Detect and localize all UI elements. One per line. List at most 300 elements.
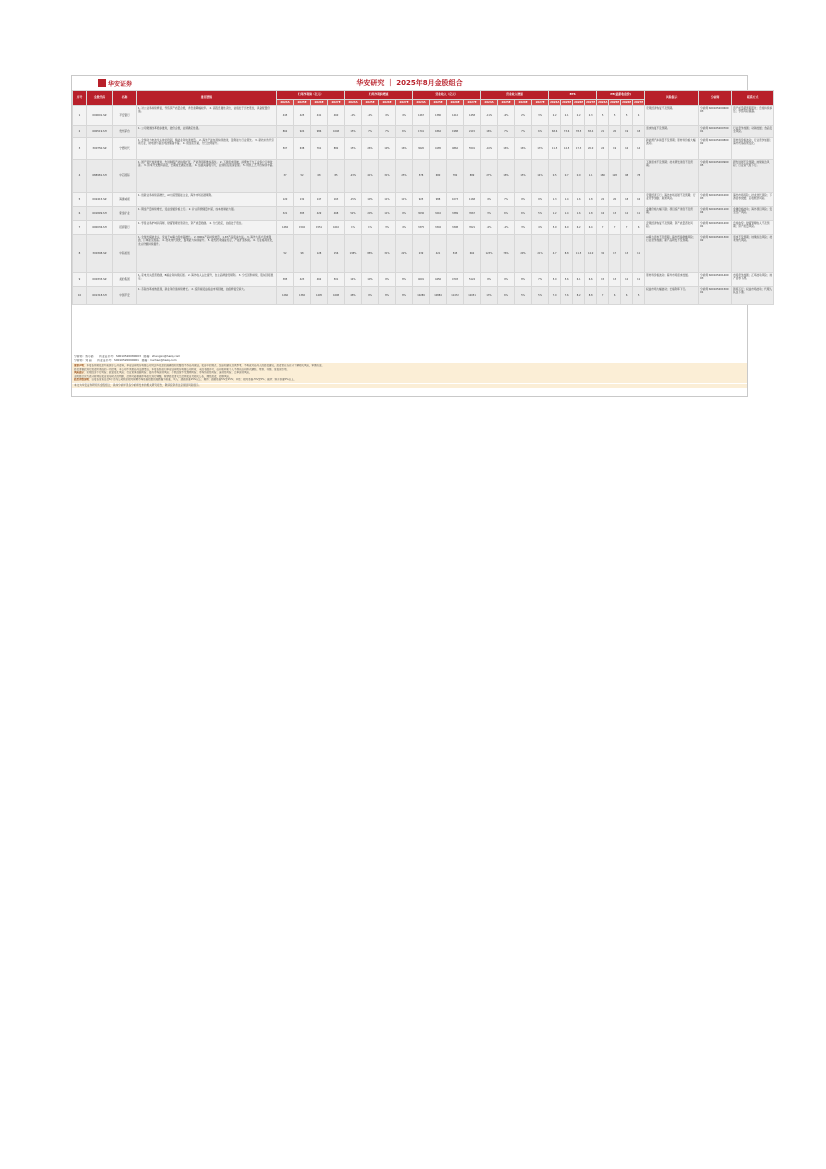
revg-cell: 2% xyxy=(515,106,532,126)
analyst-cell: 分析师 S0010520090005 xyxy=(699,160,732,193)
eps-cell: 17.3 xyxy=(573,138,585,160)
eps-cell: 7.6 xyxy=(561,287,573,305)
npg-cell: 6% xyxy=(396,126,413,138)
analyst-cell: 分析师 S0010520140003 xyxy=(699,273,732,287)
np-cell: 1495 xyxy=(311,287,328,305)
rev-cell: 662 xyxy=(464,235,481,273)
eps-cell: 2.2 xyxy=(573,106,585,126)
npg-cell: -4% xyxy=(362,106,379,126)
revg-cell: 5% xyxy=(532,287,549,305)
pe-cell: 5 xyxy=(597,106,609,126)
analyst-line-2: 分析师：刘 超 执业证书号：S0010520090001 邮箱：liuchao@hazq.com xyxy=(74,358,177,362)
row-index: 6 xyxy=(73,207,87,221)
analyst-cell: 分析师 S0010520080002 xyxy=(699,138,732,160)
npg-cell: 19% xyxy=(379,138,396,160)
npg-cell: 20% xyxy=(362,207,379,221)
year-header: 2027E xyxy=(634,100,644,104)
table-row xyxy=(73,193,774,207)
revg-cell: 13% xyxy=(532,138,549,160)
recommend-logic: 1. 国产替代加速推进，先进制程产能持续扩张，产能利用率维持高位。 2. 下游需求回暖，消费电子与工业客户订单改善。 3. 资本开支维持高位，长期成长确定性强。 4. 估值具备吸引力，业绩拐点逐步显现。 5. 特色工艺平台持续丰富。 xyxy=(137,160,277,193)
pe-cell: 5 xyxy=(609,106,621,126)
np-cell: 468 xyxy=(328,207,345,221)
npg-cell: 4% xyxy=(379,106,396,126)
eps-cell: 11.5 xyxy=(549,138,561,160)
row-index: 7 xyxy=(73,221,87,235)
np-cell: 882 xyxy=(328,138,345,160)
row-index: 3 xyxy=(73,138,87,160)
risk-cell: 宏观经济恢复不及预期。 xyxy=(645,106,699,126)
eps-cell: 7.0 xyxy=(549,287,561,305)
eps-cell: 78.5 xyxy=(573,126,585,138)
contact-cell: 研发进展不及预期；地缘政治风险；行业景气度下行。 xyxy=(732,160,774,193)
eps-cell: 5.6 xyxy=(561,273,573,287)
stock-name: 贵州茅台 xyxy=(113,126,137,138)
risk-label: 重要声明： xyxy=(74,364,87,368)
npg-cell: 11% xyxy=(396,193,413,207)
recommend-logic: 1. 公司渠道改革稳步推进，批价企稳，业绩确定性强。 xyxy=(137,126,277,138)
pe-cell: 18 xyxy=(621,193,633,207)
rev-cell: 782 xyxy=(447,160,464,193)
pe-cell: 13 xyxy=(621,235,633,273)
rev-cell: 4793 xyxy=(447,273,464,287)
revg-cell: 15% xyxy=(515,160,532,193)
rev-cell: 4185 xyxy=(430,138,447,160)
group-header-0: 序号 xyxy=(73,91,87,106)
revg-cell: 13% xyxy=(481,287,498,305)
risk-line xyxy=(74,378,745,382)
group-header-8: EPS xyxy=(549,91,597,100)
pe-cell: 6 xyxy=(609,287,621,305)
table-row xyxy=(73,273,774,287)
year-header: 2025E xyxy=(430,100,447,106)
pe-cell: 13 xyxy=(609,207,621,221)
group-header-2: 名称 xyxy=(113,91,137,106)
year-header: 2027E xyxy=(586,100,596,104)
analyst-line-1: 分析师：郑小霞 执业证书号：S0010520080003 邮箱：zhengxx@hazq.com xyxy=(74,355,181,358)
npg-cell: 16% xyxy=(396,138,413,160)
table-row xyxy=(73,207,774,221)
eps-cell: 2.1 xyxy=(561,106,573,126)
rev-cell: 5501 xyxy=(464,138,481,160)
year-header: 2025E xyxy=(362,100,379,106)
revg-cell: 27% xyxy=(481,160,498,193)
np-cell: 68 xyxy=(311,160,328,193)
risk-notes xyxy=(72,363,747,383)
rev-cell: 4456 xyxy=(430,273,447,287)
row-index: 4 xyxy=(73,160,87,193)
npg-cell: 10% xyxy=(362,273,379,287)
contact-cell: 息差收窄；财富管理收入不及预期；资产质量风险。 xyxy=(732,221,774,235)
revg-cell: 7% xyxy=(498,126,515,138)
np-cell: 132 xyxy=(294,193,311,207)
rev-cell: 680 xyxy=(430,160,447,193)
np-cell: 462 xyxy=(311,273,328,287)
analyst-cell: 分析师 S0010520070001 xyxy=(699,126,732,138)
rev-cell: 3302 xyxy=(430,221,447,235)
revg-cell: 7% xyxy=(515,126,532,138)
eps-cell: 8.2 xyxy=(573,287,585,305)
np-cell: 52 xyxy=(277,235,294,273)
risk-text: 以报告发布日后6个月内公司股价相对同期市场基准指数的涨跌幅为标准，买入：超越基准15%以上；增持：超越基准5%至15%；中性：相对基准-5%至5%；减持：弱于基准5%以上。 xyxy=(91,378,296,382)
eps-cell: 1.6 xyxy=(573,207,585,221)
stock-code: 000333.SZ xyxy=(87,273,113,287)
risk-text: 投资者据此进行投资所造成的一切后果，本公司不承担任何法律责任。本报告版权归华安证券股份有限公司所有，未经书面许可，任何机构和个人不得以任何形式翻版、复制、刊登、发表或引用。 xyxy=(74,367,290,371)
analyst-cell: 分析师 S0010520110004 xyxy=(699,207,732,221)
stock-code: 601318.SH xyxy=(87,287,113,305)
table-row xyxy=(73,221,774,235)
contact-cell: 金属价格波动；海外项目风险；安全生产风险。 xyxy=(732,207,774,221)
npg-cell: 41% xyxy=(362,160,379,193)
group-header-4: 归母净利润（亿元） xyxy=(277,91,345,100)
np-cell: 1502 xyxy=(294,221,311,235)
rev-cell: 1458 xyxy=(464,106,481,126)
revg-cell: -2% xyxy=(498,221,515,235)
np-cell: 128 xyxy=(311,235,328,273)
npg-cell: -23% xyxy=(345,160,362,193)
revg-cell: -0% xyxy=(481,221,498,235)
analyst-cell: 分析师 S0010520150001 xyxy=(699,287,732,305)
year-header: 2026E xyxy=(574,100,584,104)
np-cell: 156 xyxy=(328,235,345,273)
eps-cell: 1.1 xyxy=(585,160,597,193)
analyst-cell: 分析师 S0010520060003 xyxy=(699,106,732,126)
row-index: 5 xyxy=(73,193,87,207)
table-row xyxy=(73,126,774,138)
analyst-cell: 分析师 S0010520120001 xyxy=(699,221,732,235)
np-cell: 385 xyxy=(294,207,311,221)
risk-cell: 权益市场大幅波动；长端利率下行。 xyxy=(645,287,699,305)
stock-code: 300750.SZ xyxy=(87,138,113,160)
pe-cell: 21 xyxy=(597,126,609,138)
stock-name: 招商银行 xyxy=(113,221,137,235)
rev-cell: 10289 xyxy=(413,287,430,305)
eps-cell: 6.0 xyxy=(561,221,573,235)
eps-cell: 6.4 xyxy=(585,221,597,235)
pe-cell: 180 xyxy=(597,160,609,193)
npg-cell: 4% xyxy=(396,106,413,126)
np-cell: 761 xyxy=(311,138,328,160)
revg-cell: 6% xyxy=(498,207,515,221)
revg-cell: 4% xyxy=(481,193,498,207)
npg-cell: 4% xyxy=(396,221,413,235)
npg-cell: 10% xyxy=(362,193,379,207)
eps-cell: 83.4 xyxy=(585,126,597,138)
year-header: 2024A xyxy=(550,100,560,104)
np-cell: 52 xyxy=(294,160,311,193)
rev-cell: 2115 xyxy=(464,126,481,138)
rev-cell: 578 xyxy=(413,160,430,193)
pe-cell: 6 xyxy=(621,287,633,305)
revg-cell: 3% xyxy=(481,207,498,221)
np-cell: 445 xyxy=(277,106,294,126)
risk-cell: 下游需求不及预期；技术研发进度不及预期。 xyxy=(645,160,699,193)
npg-cell: 52% xyxy=(345,207,362,221)
eps-cell: 20.0 xyxy=(585,138,597,160)
np-cell: 1608 xyxy=(328,287,345,305)
year-header: 2026E xyxy=(622,100,632,104)
year-header: 2024A xyxy=(277,100,294,106)
rev-cell: 4091 xyxy=(413,273,430,287)
pe-cell: 6 xyxy=(633,221,645,235)
pe-cell: 14 xyxy=(633,138,645,160)
rev-cell: 3620 xyxy=(413,138,430,160)
year-header: 2026E xyxy=(379,100,396,106)
contact-cell: 市场竞争加剧；汇率波动风险；地产需求下滑。 xyxy=(732,273,774,287)
revg-cell: 76% xyxy=(498,235,515,273)
rev-cell: 239 xyxy=(413,235,430,273)
page-title: 华安研究 ｜ 2025年8月金股组合 xyxy=(356,79,463,87)
np-cell: 501 xyxy=(328,273,345,287)
npg-cell: -15% xyxy=(345,193,362,207)
stock-code: 600036.SH xyxy=(87,221,113,235)
np-cell: 120 xyxy=(277,193,294,207)
pe-cell: 7 xyxy=(609,221,621,235)
group-header-6: 营业收入（亿元） xyxy=(413,91,481,100)
npg-cell: 15% xyxy=(345,138,362,160)
npg-cell: 7% xyxy=(379,126,396,138)
year-header: 2025E xyxy=(562,100,572,104)
pe-cell: 17 xyxy=(609,235,621,273)
contact-cell: 原材料价格波动；行业竞争加剧；海外贸易政策变化。 xyxy=(732,138,774,160)
stock-code: 600519.SH xyxy=(87,126,113,138)
pe-cell: 13 xyxy=(609,273,621,287)
npg-cell: 25% xyxy=(396,160,413,193)
row-index: 1 xyxy=(73,106,87,126)
rev-cell: 3375 xyxy=(413,221,430,235)
group-header-5: 归母净利润增速 xyxy=(345,91,413,100)
np-cell: 385 xyxy=(277,273,294,287)
pe-cell: 78 xyxy=(633,160,645,193)
risk-cell: AI算力需求不及预期；海外贸易摩擦风险；行业竞争加剧；新产品研发不及预期。 xyxy=(645,235,699,273)
pe-cell: 128 xyxy=(609,160,621,193)
eps-cell: 73.6 xyxy=(561,126,573,138)
rev-cell: 1168 xyxy=(464,193,481,207)
np-cell: 429 xyxy=(311,207,328,221)
row-index: 8 xyxy=(73,235,87,273)
eps-cell: 1.8 xyxy=(585,207,597,221)
eps-cell: 0.5 xyxy=(549,160,561,193)
npg-cell: 1% xyxy=(345,221,362,235)
np-cell: 147 xyxy=(311,193,328,207)
np-cell: 1048 xyxy=(328,126,345,138)
stock-code: 300308.SZ xyxy=(87,235,113,273)
eps-cell: 14.5 xyxy=(561,138,573,160)
rev-cell: 1862 xyxy=(430,126,447,138)
year-header: 2026E xyxy=(311,100,328,106)
npg-cell: 1% xyxy=(362,221,379,235)
npg-cell: 8% xyxy=(396,287,413,305)
npg-cell: 88% xyxy=(362,235,379,273)
stock-name: 中芯国际 xyxy=(113,160,137,193)
np-cell: 1382 xyxy=(294,287,311,305)
rev-cell: 925 xyxy=(413,193,430,207)
npg-cell: 31% xyxy=(379,235,396,273)
revg-cell: 21% xyxy=(532,235,549,273)
year-header: 2025E xyxy=(294,100,311,106)
group-header-3: 推荐逻辑 xyxy=(137,91,277,106)
pe-cell: 19 xyxy=(609,138,621,160)
recommend-logic: 1. 铜金产量持续增长，受益金属价格上行。 2. 矿山资源储量丰富，成本控制能力强。 xyxy=(137,207,277,221)
group-header-11: 分析师 xyxy=(699,91,732,106)
np-cell: 924 xyxy=(294,126,311,138)
year-header: 2026E xyxy=(515,100,532,106)
revg-cell: -6% xyxy=(498,106,515,126)
npg-cell: 8% xyxy=(379,287,396,305)
stock-name: 中国平安 xyxy=(113,287,137,305)
year-header: 2024A xyxy=(598,100,608,104)
stock-code: 002415.SZ xyxy=(87,193,113,207)
pe-cell: 7 xyxy=(597,221,609,235)
stock-name: 海康威视 xyxy=(113,193,137,207)
pe-cell: 20 xyxy=(609,126,621,138)
year-header: 2026E xyxy=(447,100,464,106)
np-cell: 1551 xyxy=(311,221,328,235)
group-header-9: PE(最新收盘价) xyxy=(597,91,645,100)
recommend-logic: 1. 对公业务持续修复，零售资产质量企稳，净息差降幅收窄。 2. 高股息属性突出，估值处于历史低位，具备配置价值。 xyxy=(137,106,277,126)
risk-cell: 宏观经济下行；海外市场拓展不及预期；行业竞争加剧；政策风险。 xyxy=(645,193,699,207)
year-header: 2027E xyxy=(464,100,481,106)
revg-cell: 3% xyxy=(515,221,532,235)
contact-cell: 利率下行；权益市场波动；代理人队伍下滑。 xyxy=(732,287,774,305)
risk-cell: 宏观经济恢复不及预期；资产质量恶化风险。 xyxy=(645,221,699,235)
pe-cell: 4 xyxy=(633,106,645,126)
risk-label: 投资评级说明： xyxy=(74,378,92,382)
logo-text: 华安证券 xyxy=(108,80,133,88)
rev-cell: 3567 xyxy=(464,207,481,221)
footer xyxy=(72,355,747,388)
group-header-12: 联系方式 xyxy=(732,91,774,106)
year-header: 2027E xyxy=(532,100,549,106)
eps-cell: 14.0 xyxy=(585,235,597,273)
revg-cell: 16% xyxy=(481,126,498,138)
pe-cell: 32 xyxy=(597,235,609,273)
contact-cell: 海外市场风险；技术迭代风险；下游需求放缓；应收账款风险。 xyxy=(732,193,774,207)
recommend-logic: 1. 零售业务护城河深厚，财富管理优势突出，资产质量稳健。 2. 分红稳定，估值处于低位。 xyxy=(137,221,277,235)
rev-cell: 1741 xyxy=(413,126,430,138)
year-header: 2024A xyxy=(481,100,498,106)
np-cell: 1266 xyxy=(277,287,294,305)
rev-cell: 3521 xyxy=(464,221,481,235)
eps-cell: 0.9 xyxy=(573,160,585,193)
year-header: 2024A xyxy=(413,100,430,106)
revg-cell: 14% xyxy=(532,160,549,193)
risk-cell: 需求恢复不及预期。 xyxy=(645,126,699,138)
pe-cell: 7 xyxy=(597,287,609,305)
year-header: 2024A xyxy=(345,100,362,106)
recommend-logic: 1. 寿险改革成效显现，新业务价值持续增长。 2. 投资端受益权益市场回暖，估值修复空间大。 xyxy=(137,287,277,305)
npg-cell: 9% xyxy=(396,207,413,221)
rev-cell: 4862 xyxy=(447,138,464,160)
analyst-cell: 分析师 S0010520130002 xyxy=(699,235,732,273)
revg-cell: 29% xyxy=(515,235,532,273)
npg-cell: 26% xyxy=(362,138,379,160)
rev-cell: 1412 xyxy=(447,106,464,126)
eps-cell: 1.6 xyxy=(573,193,585,207)
eps-cell: 2.2 xyxy=(549,106,561,126)
revg-cell: 5% xyxy=(515,287,532,305)
table-row xyxy=(73,235,774,273)
npg-cell: 7% xyxy=(362,126,379,138)
pe-cell: 16 xyxy=(597,207,609,221)
npg-cell: 11% xyxy=(379,193,396,207)
np-cell: 1484 xyxy=(277,221,294,235)
pe-cell: 15 xyxy=(597,273,609,287)
rev-cell: 545 xyxy=(447,235,464,273)
recommend-logic: 1. 创新业务持续高增长，AI大模型赋能主业，海外市场拓展顺利。 xyxy=(137,193,277,207)
title-bar xyxy=(72,76,747,90)
eps-cell: 1.4 xyxy=(561,207,573,221)
rev-cell: 11472 xyxy=(447,287,464,305)
revg-cell: 16% xyxy=(498,138,515,160)
stock-name: 紫金矿业 xyxy=(113,207,137,221)
rev-cell: 421 xyxy=(430,235,447,273)
eps-cell: 1.2 xyxy=(549,207,561,221)
stock-code: 601899.SH xyxy=(87,207,113,221)
np-cell: 98 xyxy=(294,235,311,273)
rev-cell: 10884 xyxy=(430,287,447,305)
contact-cell: 行业竞争加剧；动销放缓；食品安全风险。 xyxy=(732,126,774,138)
pe-cell: 5 xyxy=(621,106,633,126)
table-row xyxy=(73,106,774,126)
np-cell: 37 xyxy=(277,160,294,193)
table-row xyxy=(73,287,774,305)
pe-cell: 16 xyxy=(621,138,633,160)
revg-cell: 7% xyxy=(532,273,549,287)
npg-cell: 14% xyxy=(345,273,362,287)
eps-cell: 1.4 xyxy=(561,193,573,207)
year-header: 2027E xyxy=(396,100,413,106)
rev-cell: 5124 xyxy=(464,273,481,287)
np-cell: 163 xyxy=(328,193,345,207)
row-index: 10 xyxy=(73,287,87,305)
year-header: 2025E xyxy=(610,100,620,104)
eps-cell: 6.2 xyxy=(573,221,585,235)
risk-text: 宏观经济下行风险；政策变化风险；行业竞争加剧风险；海外市场波动风险；个股经营不及预期风险；市场系统性风险；流动性风险；汇率波动风险。 xyxy=(86,371,252,375)
revg-cell: 18% xyxy=(498,160,515,193)
rev-cell: 3210 xyxy=(430,207,447,221)
risk-label: 风险提示： xyxy=(74,371,87,375)
rev-cell: 3036 xyxy=(413,207,430,221)
eps-cell: 4.7 xyxy=(549,235,561,273)
stock-name: 宁德时代 xyxy=(113,138,137,160)
np-cell: 507 xyxy=(277,138,294,160)
eps-cell: 8.8 xyxy=(585,287,597,305)
rev-cell: 1467 xyxy=(413,106,430,126)
eps-cell: 6.1 xyxy=(573,273,585,287)
year-header: 2027E xyxy=(328,100,345,106)
npg-cell: -4% xyxy=(345,106,362,126)
rev-cell: 1073 xyxy=(447,193,464,207)
revg-cell: 7% xyxy=(498,193,515,207)
eps-cell: 5.0 xyxy=(549,273,561,287)
table-body xyxy=(73,106,774,305)
risk-cell: 原材料价格波动；海外市场需求放缓。 xyxy=(645,273,699,287)
risk-text: 本报告所载信息均来源于公开资料，华安证券股份有限公司对这些信息的准确性和完整性不作任何保证。报告中的观点、结论和建议仅供参考，不构成对任何人的投资建议。投资者应当充分了解相关风险，审慎决策。 xyxy=(86,364,325,368)
table-row xyxy=(73,160,774,193)
np-cell: 862 xyxy=(277,126,294,138)
pe-cell: 12 xyxy=(621,207,633,221)
eps-cell: 2.3 xyxy=(585,106,597,126)
risk-cell: 金属价格大幅下跌；项目投产进度不及预期。 xyxy=(645,207,699,221)
stock-name: 美的集团 xyxy=(113,273,137,287)
pe-cell: 20 xyxy=(609,193,621,207)
revg-cell: 9% xyxy=(532,193,549,207)
npg-cell: 9% xyxy=(362,287,379,305)
np-cell: 425 xyxy=(294,106,311,126)
np-cell: 638 xyxy=(294,138,311,160)
np-cell: 460 xyxy=(328,106,345,126)
pe-cell: 19 xyxy=(621,126,633,138)
